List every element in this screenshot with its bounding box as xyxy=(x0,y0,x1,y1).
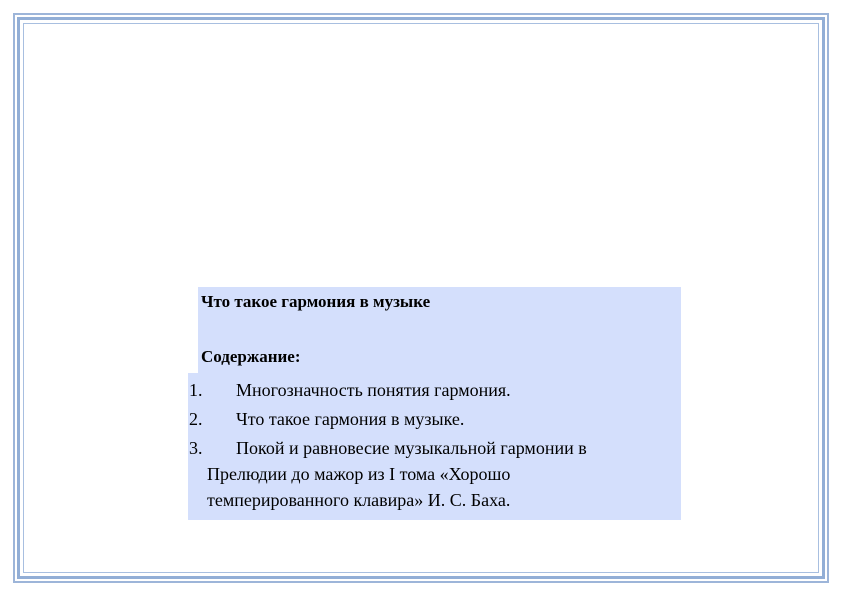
contents-heading: Содержание: xyxy=(201,347,301,366)
list-item xyxy=(189,377,677,403)
document-title: Что такое гармония в музыке xyxy=(201,292,431,311)
list-item-number: 3. xyxy=(189,438,203,458)
list-item-text-continued: темперированного клавира» И. С. Баха. xyxy=(207,490,511,510)
list-item-number: 2. xyxy=(189,409,203,429)
list-item xyxy=(189,435,677,513)
list-item-text: Что такое гармония в музыке. xyxy=(236,409,465,429)
list-item-text: Многозначность понятия гармония. xyxy=(236,380,511,400)
list-item-text: Покой и равновесие музыкальной гармонии в xyxy=(236,438,587,458)
list-item xyxy=(189,406,677,432)
list-item-number: 1. xyxy=(189,380,203,400)
contents-list xyxy=(189,377,677,513)
list-item-text-continued: Прелюдии до мажор из I тома «Хорошо xyxy=(207,464,511,484)
